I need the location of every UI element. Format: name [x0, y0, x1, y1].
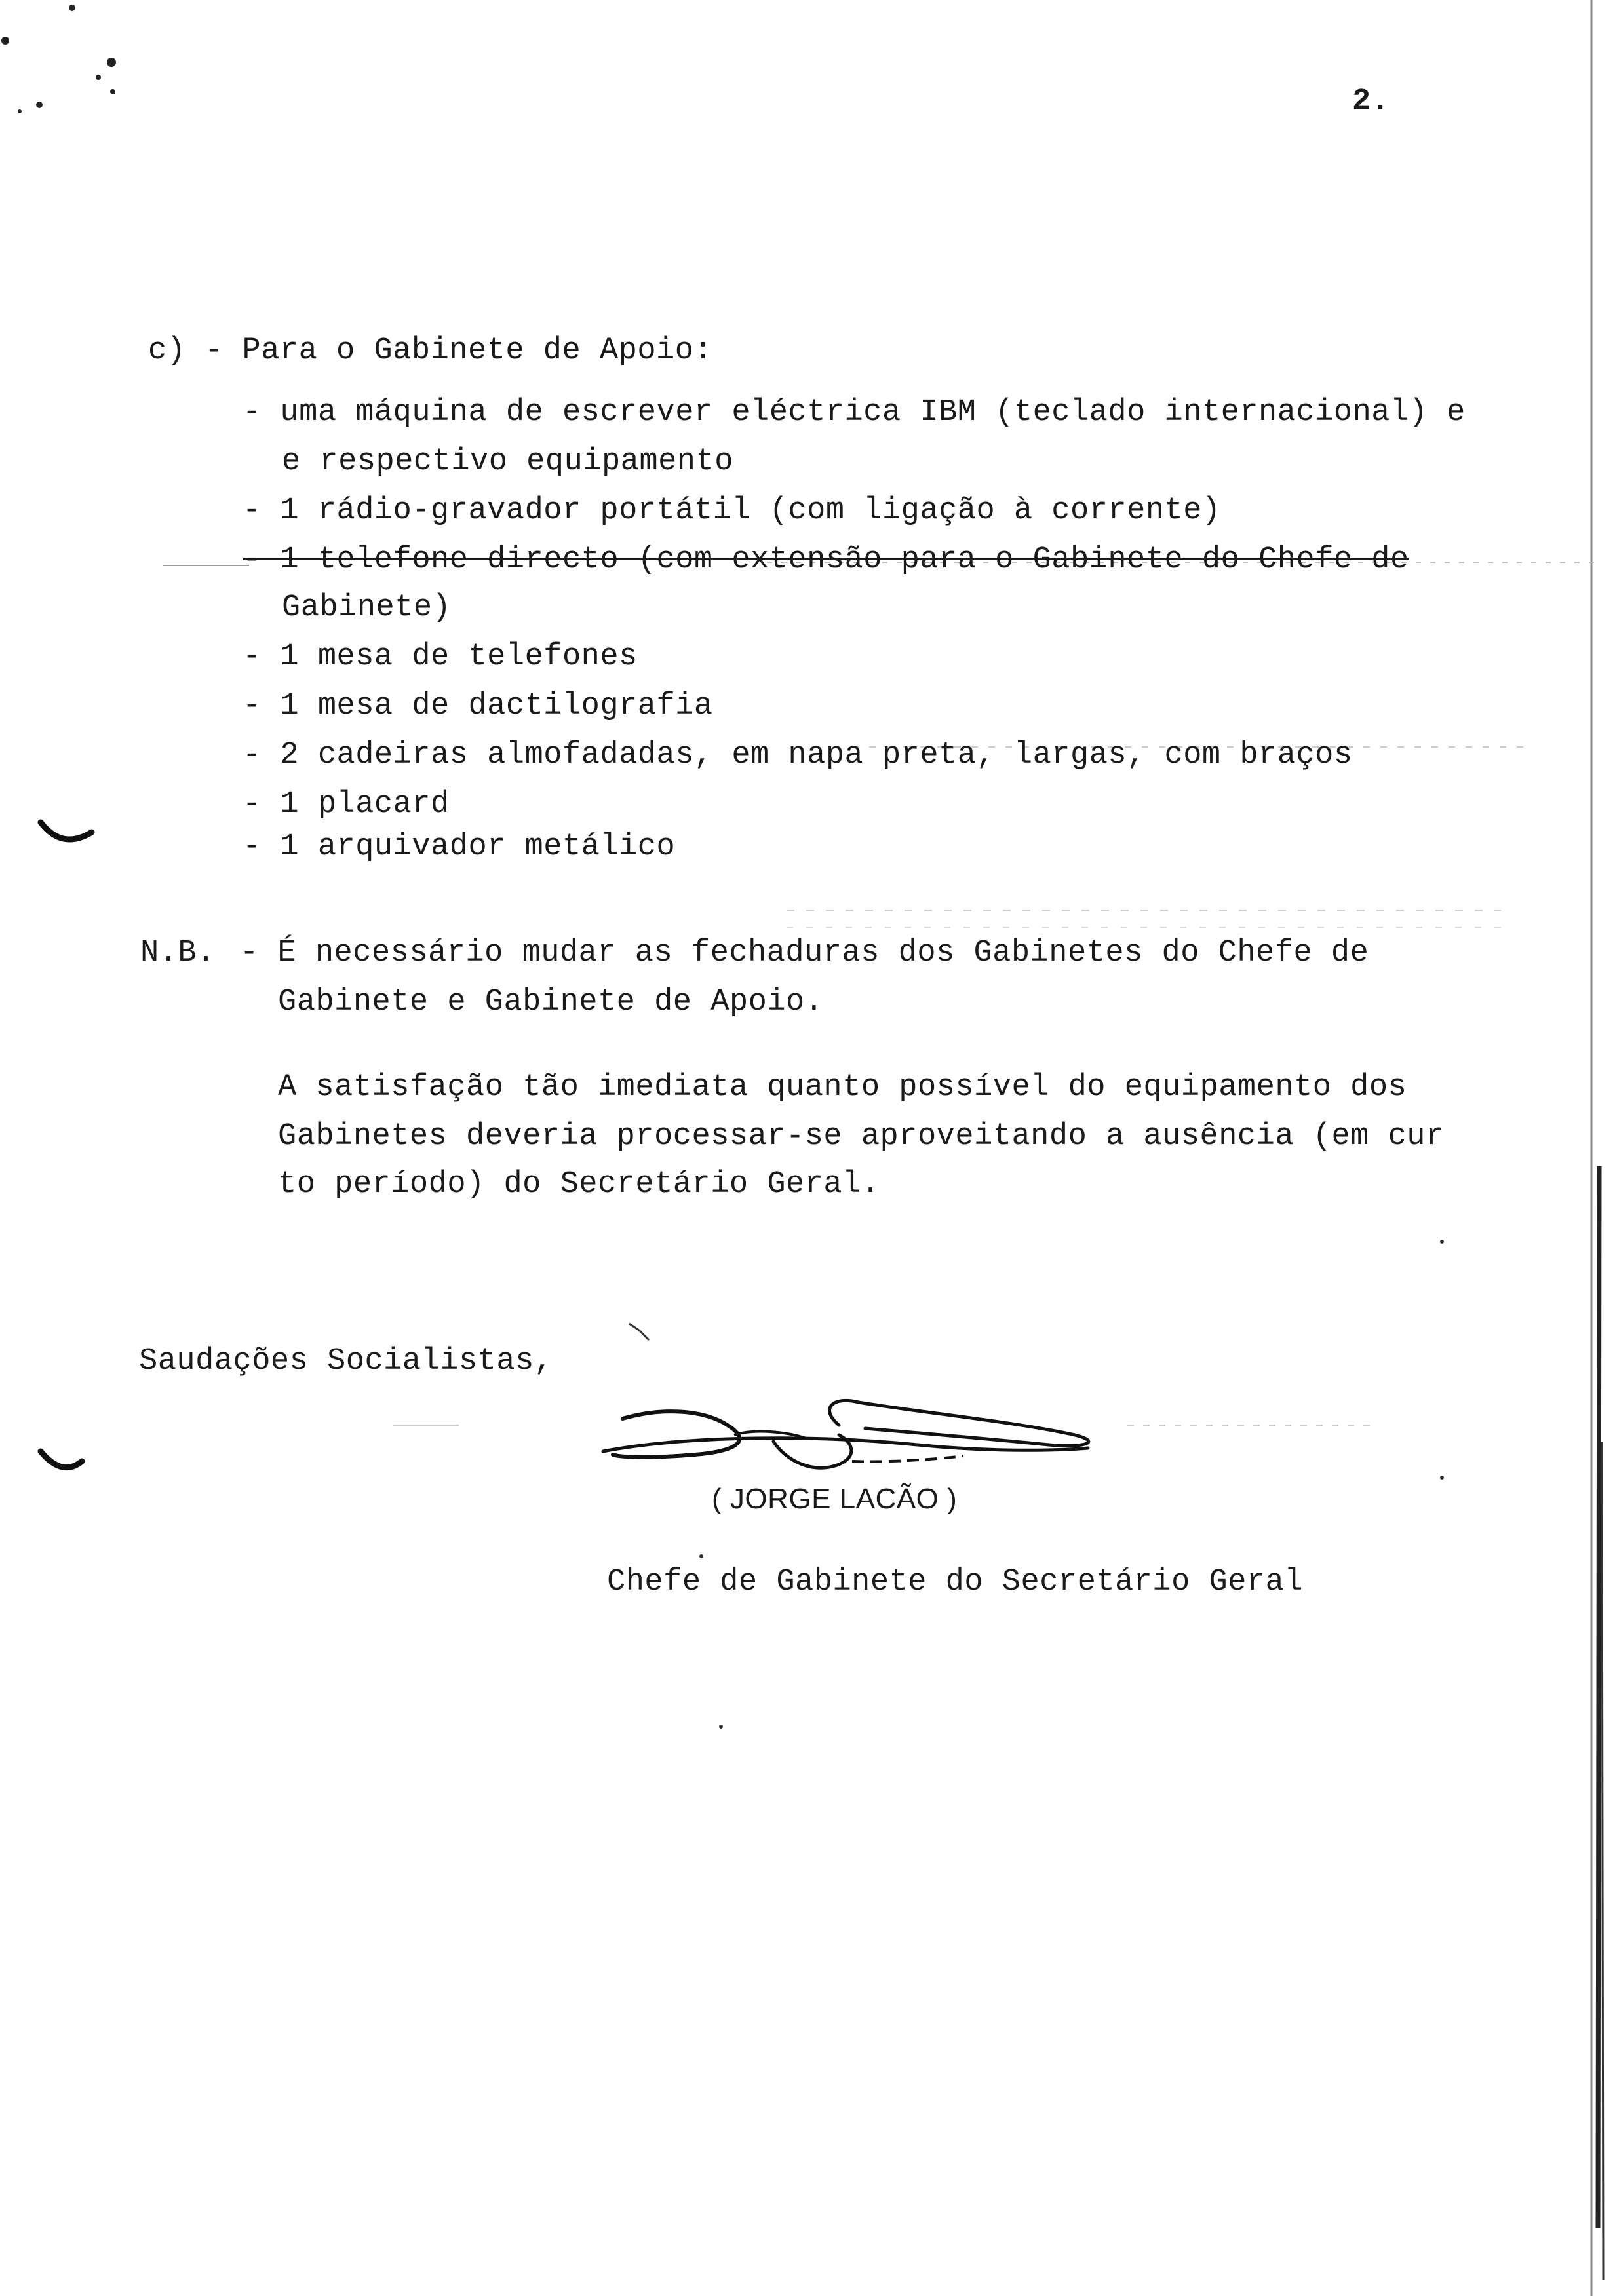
page-number: 2.: [1352, 85, 1390, 119]
note-line: - É necessário mudar as fechaduras dos Gabinetes do Chefe de: [240, 936, 1369, 970]
signatory-title: Chefe de Gabinete do Secretário Geral: [607, 1565, 1304, 1599]
list-item: - 1 placard: [243, 787, 450, 822]
note-paragraph-line: A satisfação tão imediata quanto possível do equipamento dos: [278, 1070, 1407, 1105]
list-item: - uma máquina de escrever eléctrica IBM (teclado internacional) e: [243, 395, 1466, 430]
list-item: - 1 mesa de telefones: [243, 640, 638, 674]
list-item: - 1 arquivador metálico: [243, 830, 676, 864]
list-item: - 1 mesa de dactilografia: [243, 689, 713, 723]
note-paragraph-line: Gabinetes deveria processar-se aproveitando a ausência (em cur: [278, 1119, 1445, 1154]
note-paragraph-line: to período) do Secretário Geral.: [278, 1167, 880, 1202]
list-item-continuation: e respectivo equipamento: [282, 444, 733, 479]
section-label: c) - Para o Gabinete de Apoio:: [148, 334, 713, 368]
list-item-struck: - 1 telefone directo (com extensão para o Gabinete do Chefe de: [243, 543, 1409, 577]
list-item-continuation: Gabinete): [282, 590, 452, 625]
note-label: N.B.: [140, 936, 216, 970]
list-item: - 1 rádio-gravador portátil (com ligação à corrente): [243, 493, 1221, 528]
closing: Saudações Socialistas,: [139, 1344, 553, 1379]
list-item: - 2 cadeiras almofadadas, em napa preta, largas, com braços: [243, 738, 1353, 773]
signatory-name: ( JORGE LACÃO ): [712, 1483, 958, 1515]
note-line: Gabinete e Gabinete de Apoio.: [278, 985, 824, 1020]
